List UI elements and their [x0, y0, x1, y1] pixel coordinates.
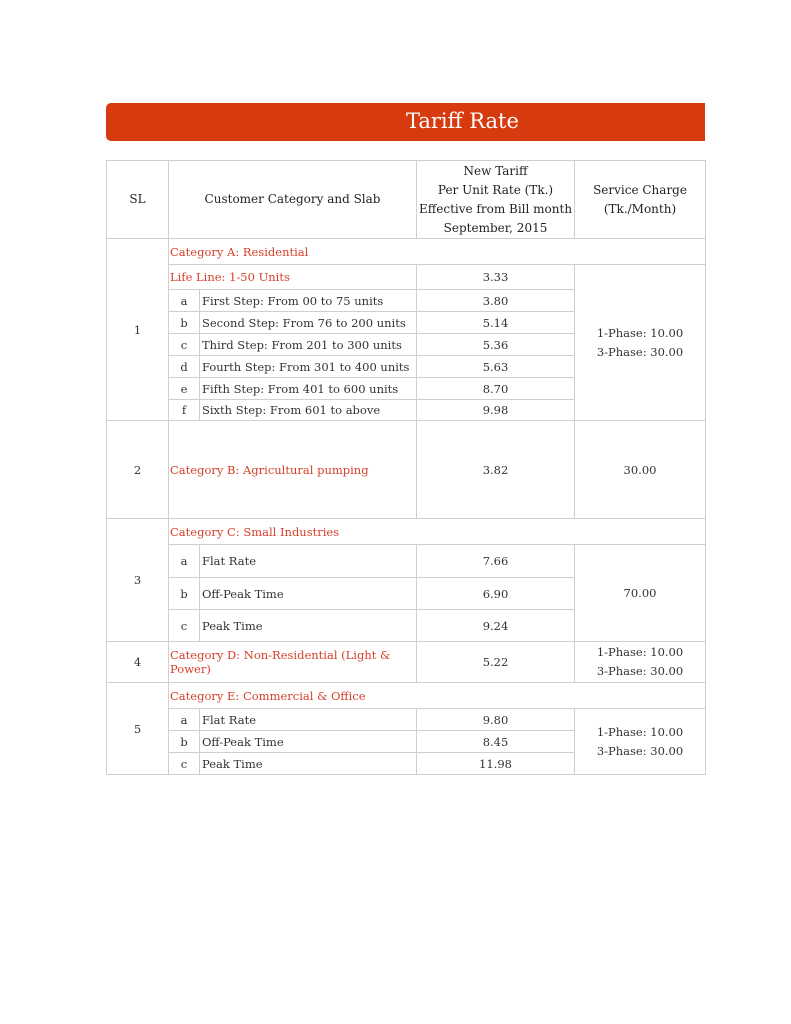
- slab-letter: c: [169, 610, 200, 642]
- header-service-line: Service Charge: [593, 182, 687, 197]
- service-line: 1-Phase: 10.00: [596, 645, 684, 659]
- slab-letter: b: [169, 731, 200, 753]
- slab-label: Off-Peak Time: [200, 731, 417, 753]
- rate-cell: 3.33: [417, 265, 575, 290]
- rate-cell: 8.45: [417, 731, 575, 753]
- service-charge-cell: [575, 709, 706, 775]
- slab-label: Third Step: From 201 to 300 units: [200, 334, 417, 356]
- slab-label: Fourth Step: From 301 to 400 units: [200, 356, 417, 378]
- category-label: Category D: Non-Residential (Light & Power): [169, 642, 417, 683]
- slab-letter: e: [169, 378, 200, 400]
- category-label: Category B: Agricultural pumping: [169, 421, 417, 519]
- slab-label: Flat Rate: [200, 709, 417, 731]
- slab-letter: a: [169, 709, 200, 731]
- table-row: [107, 239, 706, 265]
- slab-letter: d: [169, 356, 200, 378]
- rate-cell: 9.98: [417, 400, 575, 421]
- rate-cell: 3.82: [417, 421, 575, 519]
- category-label: Category A: Residential: [169, 239, 706, 265]
- slab-label: Flat Rate: [200, 545, 417, 578]
- rate-cell: 11.98: [417, 753, 575, 775]
- slab-letter: a: [169, 290, 200, 312]
- table-row: [107, 545, 706, 578]
- table-row: [107, 642, 706, 683]
- slab-letter: c: [169, 334, 200, 356]
- slab-label: Second Step: From 76 to 200 units: [200, 312, 417, 334]
- header-category: Customer Category and Slab: [169, 161, 417, 239]
- slab-letter: b: [169, 578, 200, 610]
- header-rate-line: Effective from Bill month: [418, 201, 573, 216]
- slab-label: First Step: From 00 to 75 units: [200, 290, 417, 312]
- service-line: 1-Phase: 10.00: [596, 325, 684, 340]
- rate-cell: 5.36: [417, 334, 575, 356]
- header-rate-line: September, 2015: [443, 220, 548, 235]
- header-rate: [417, 161, 575, 239]
- lifeline-label: Life Line: 1-50 Units: [169, 265, 417, 290]
- sl-cell: 3: [107, 519, 169, 642]
- header-service-line: (Tk./Month): [603, 201, 677, 216]
- rate-cell: 8.70: [417, 378, 575, 400]
- sl-cell: 1: [107, 239, 169, 421]
- slab-label: Peak Time: [200, 753, 417, 775]
- table-row: [107, 421, 706, 519]
- slab-letter: a: [169, 545, 200, 578]
- rate-cell: 5.63: [417, 356, 575, 378]
- slab-label: Fifth Step: From 401 to 600 units: [200, 378, 417, 400]
- service-line: 3-Phase: 30.00: [596, 743, 684, 758]
- slab-letter: b: [169, 312, 200, 334]
- header-rate-line: New Tariff: [463, 163, 528, 178]
- category-label: Category E: Commercial & Office: [169, 683, 706, 709]
- rate-cell: 7.66: [417, 545, 575, 578]
- table-row: [107, 683, 706, 709]
- rate-cell: 9.24: [417, 610, 575, 642]
- tariff-table: [106, 160, 706, 775]
- sl-cell: 2: [107, 421, 169, 519]
- header-rate-line: Per Unit Rate (Tk.): [437, 182, 554, 197]
- table-row: [107, 265, 706, 290]
- service-charge-cell: [575, 642, 706, 683]
- service-line: 1-Phase: 10.00: [596, 724, 684, 739]
- sl-cell: 4: [107, 642, 169, 683]
- sl-cell: 5: [107, 683, 169, 775]
- rate-cell: 9.80: [417, 709, 575, 731]
- service-line: 3-Phase: 30.00: [596, 344, 684, 359]
- page-title: Tariff Rate: [406, 109, 519, 133]
- service-charge-cell: 30.00: [575, 421, 706, 519]
- slab-label: Off-Peak Time: [200, 578, 417, 610]
- service-charge-cell: [575, 265, 706, 421]
- table-row: [107, 519, 706, 545]
- header-row: [107, 161, 706, 239]
- header-service: [575, 161, 706, 239]
- slab-label: Peak Time: [200, 610, 417, 642]
- rate-cell: 5.14: [417, 312, 575, 334]
- slab-letter: c: [169, 753, 200, 775]
- category-label: Category C: Small Industries: [169, 519, 706, 545]
- service-charge-cell: 70.00: [575, 545, 706, 642]
- title-banner: [106, 103, 705, 141]
- rate-cell: 5.22: [417, 642, 575, 683]
- rate-cell: 6.90: [417, 578, 575, 610]
- slab-letter: f: [169, 400, 200, 421]
- header-sl: SL: [107, 161, 169, 239]
- rate-cell: 3.80: [417, 290, 575, 312]
- slab-label: Sixth Step: From 601 to above: [200, 400, 417, 421]
- service-line: 3-Phase: 30.00: [596, 664, 684, 678]
- table-row: [107, 709, 706, 731]
